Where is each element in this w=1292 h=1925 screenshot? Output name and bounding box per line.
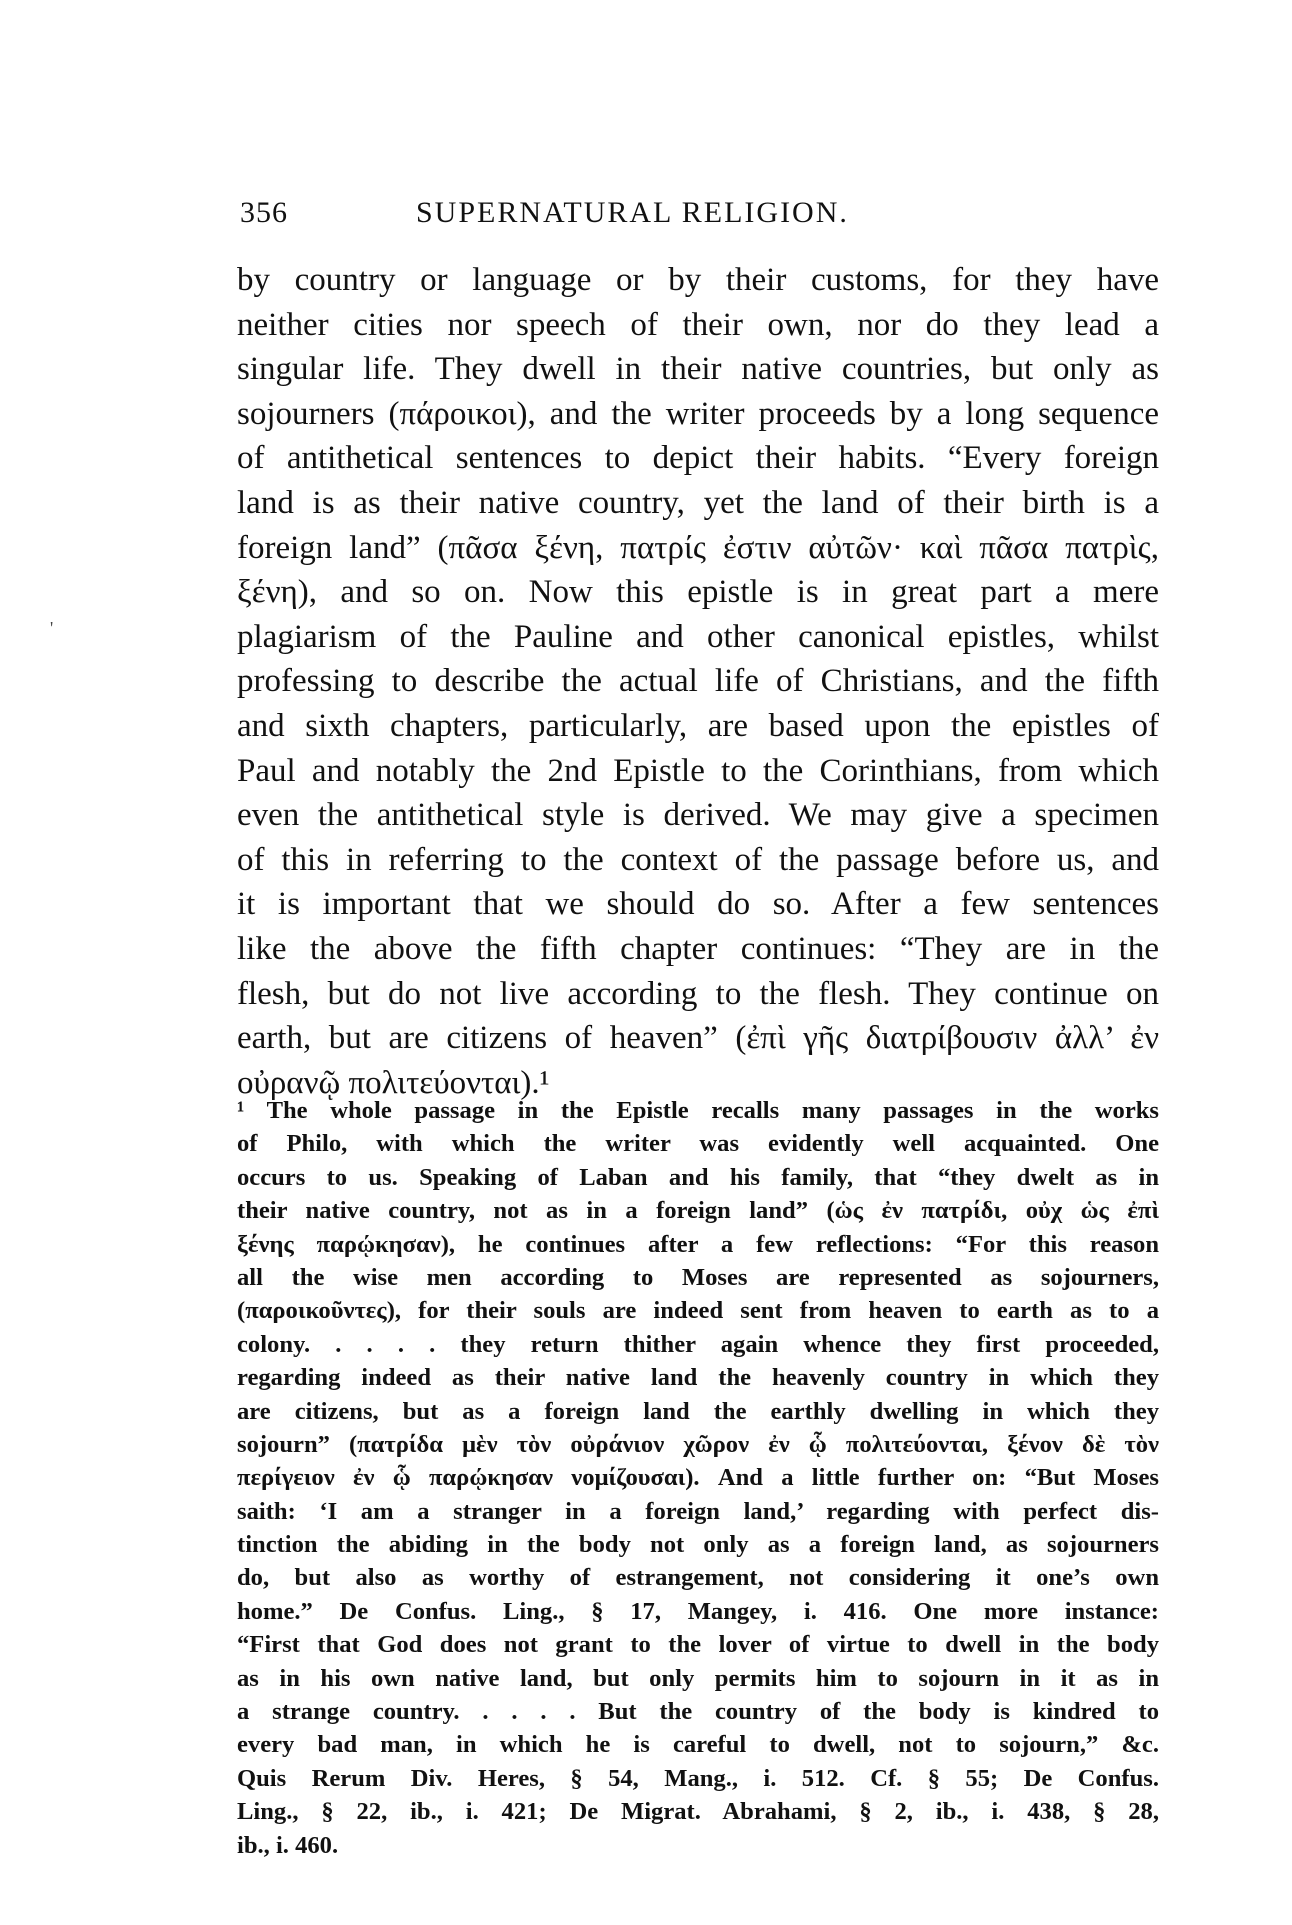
footnote-line: a strange country. . . . . But the country of the body is kindred to (237, 1698, 1159, 1726)
body-line: ξένη), and so on. Now this epistle is in great part a mere (237, 574, 1159, 611)
body-line: land is as their native country, yet the land of their birth is a (237, 484, 1159, 521)
footnote-line: “First that God does not grant to the lover of virtue to dwell in the body (237, 1631, 1159, 1659)
body-line: it is important that we should do so. After a few sentences (237, 886, 1159, 923)
body-line: even the antithetical style is derived. We may give a specimen (237, 797, 1159, 834)
footnote-line: their native country, not as in a foreign land” (ὡς ἐν πατρίδι, οὐχ ὡς ἐπὶ (237, 1197, 1159, 1225)
footnote-line: Quis Rerum Div. Heres, § 54, Mang., i. 512. Cf. § 55; De Confus. (237, 1764, 1159, 1792)
footnote (237, 1094, 1159, 1862)
footnote-line: colony. . . . . they return thither again whence they first proceeded, (237, 1330, 1159, 1358)
body-line: by country or language or by their customs, for they have (237, 262, 1159, 298)
running-title: SUPERNATURAL RELIGION. (416, 196, 849, 229)
body-line: sojourners (πάροικοι), and the writer proceeds by a long sequence (237, 395, 1159, 432)
footnote-line: saith: ‘I am a stranger in a foreign land,’ regarding with perfect dis- (237, 1497, 1159, 1525)
footnote-line: περίγειον ἐν ᾧ παρῴκησαν νομίζουσαι). And a little further on: “But Moses (237, 1464, 1159, 1492)
body-line: neither cities nor speech of their own, nor do they lead a (237, 306, 1159, 343)
footnote-line: regarding indeed as their native land the heavenly country in which they (237, 1364, 1159, 1392)
running-head (240, 196, 1162, 236)
footnote-line: as in his own native land, but only permits him to sojourn in it as in (237, 1664, 1159, 1692)
body-line: foreign land” (πᾶσα ξένη, πατρίς ἐστιν αὐτῶν· καὶ πᾶσα πατρὶς, (237, 529, 1159, 566)
body-line: and sixth chapters, particularly, are based upon the epistles of (237, 707, 1159, 744)
body-line: flesh, but do not live according to the flesh. They continue on (237, 975, 1159, 1012)
body-line: earth, but are citizens of heaven” (ἐπὶ γῆς διατρίβουσιν ἀλλ’ ἐν (237, 1020, 1159, 1057)
footnote-line: ξένης παρῴκησαν), he continues after a few reflections: “For this reason (237, 1230, 1159, 1258)
footnote-line: every bad man, in which he is careful to dwell, not to sojourn,” &c. (237, 1731, 1159, 1759)
body-text (237, 258, 1159, 1105)
body-line: singular life. They dwell in their native countries, but only as (237, 351, 1159, 388)
body-line: like the above the fifth chapter continues: “They are in the (237, 930, 1159, 967)
footnote-line: ib., i. 460. (237, 1831, 339, 1859)
footnote-line: (παροικοῦντες), for their souls are indeed sent from heaven to earth as to a (237, 1297, 1159, 1325)
body-line: of antithetical sentences to depict their habits. “Every foreign (237, 440, 1159, 477)
body-line: plagiarism of the Pauline and other canonical epistles, whilst (237, 618, 1159, 655)
footnote-line: home.” De Confus. Ling., § 17, Mangey, i. 416. One more instance: (237, 1597, 1159, 1625)
footnote-line: occurs to us. Speaking of Laban and his family, that “they dwelt as in (237, 1163, 1159, 1191)
margin-mark: ' (50, 618, 54, 638)
footnote-line: all the wise men according to Moses are represented as sojourners, (237, 1263, 1159, 1291)
page-number: 356 (240, 196, 288, 229)
footnote-line: do, but also as worthy of estrangement, not considering it one’s own (237, 1564, 1159, 1592)
footnote-line: of Philo, with which the writer was evidently well acquainted. One (237, 1130, 1159, 1158)
body-line: of this in referring to the context of the passage before us, and (237, 841, 1159, 878)
body-line: οὐρανῷ πολιτεύονται).¹ (237, 1064, 550, 1101)
footnote-line: ¹ The whole passage in the Epistle recalls many passages in the works (237, 1097, 1159, 1124)
footnote-line: Ling., § 22, ib., i. 421; De Migrat. Abrahami, § 2, ib., i. 438, § 28, (237, 1798, 1159, 1826)
footnote-line: sojourn” (πατρίδα μὲν τὸν οὐράνιον χῶρον ἐν ᾧ πολιτεύονται, ξένον δὲ τὸν (237, 1430, 1159, 1458)
footnote-line: tinction the abiding in the body not only as a foreign land, as sojourners (237, 1531, 1159, 1559)
footnote-line: are citizens, but as a foreign land the earthly dwelling in which they (237, 1397, 1159, 1425)
body-line: professing to describe the actual life of Christians, and the fifth (237, 663, 1159, 700)
body-line: Paul and notably the 2nd Epistle to the Corinthians, from which (237, 752, 1159, 789)
